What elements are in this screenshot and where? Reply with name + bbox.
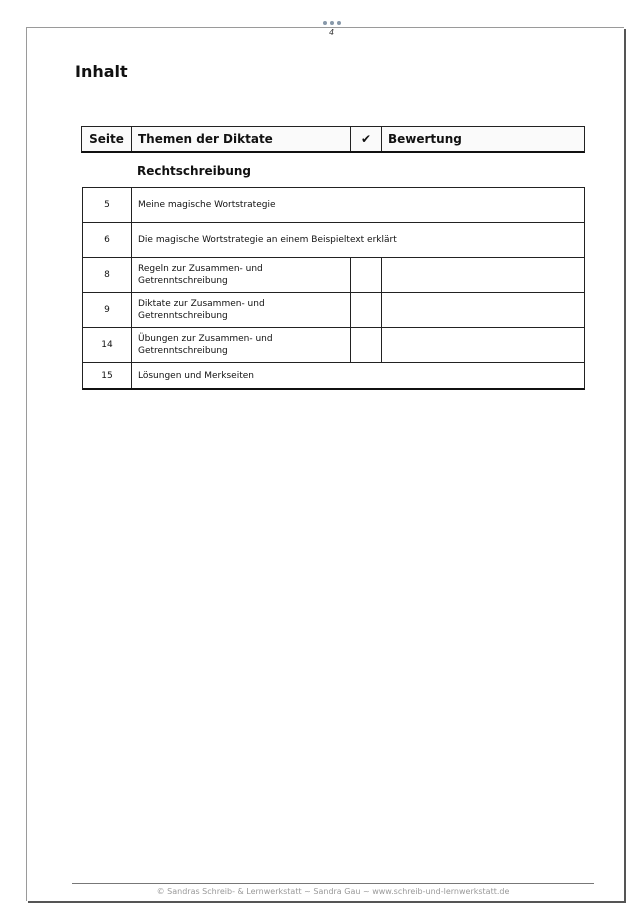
row-topic: Übungen zur Zusammen- und Getrenntschreibung (132, 328, 351, 362)
table-row (83, 223, 584, 258)
row-page: 15 (83, 363, 132, 388)
row-checkbox[interactable] (351, 328, 382, 362)
row-page: 8 (83, 258, 132, 292)
row-topic: Diktate zur Zusammen- und Getrenntschreibung (132, 293, 351, 327)
row-rating[interactable] (382, 328, 584, 362)
page-title: Inhalt (75, 62, 128, 81)
document-page (26, 27, 624, 901)
row-topic: Regeln zur Zusammen- und Getrenntschreibung (132, 258, 351, 292)
row-page: 6 (83, 223, 132, 257)
contents-table (82, 187, 585, 390)
section-title: Rechtschreibung (137, 164, 252, 178)
table-row (83, 258, 584, 293)
table-row (83, 363, 584, 388)
checkmark-icon: ✔ (351, 127, 382, 151)
page-indicator-dots (323, 21, 341, 25)
table-row (83, 188, 584, 223)
table-row (83, 293, 584, 328)
row-page: 9 (83, 293, 132, 327)
footer-divider (72, 883, 594, 884)
row-topic: Die magische Wortstrategie an einem Beispieltext erklärt (138, 235, 397, 245)
row-topic: Meine magische Wortstrategie (138, 200, 276, 210)
row-checkbox[interactable] (351, 293, 382, 327)
row-rating[interactable] (382, 258, 584, 292)
row-page: 14 (83, 328, 132, 362)
header-seite: Seite (82, 127, 132, 151)
footer-text: © Sandras Schreib- & Lernwerkstatt ~ Sandra Gau ~ www.schreib-und-lernwerkstatt.de (156, 887, 510, 896)
table-header (81, 126, 585, 153)
row-topic: Lösungen und Merkseiten (138, 370, 254, 381)
header-bewertung: Bewertung (388, 132, 462, 146)
row-checkbox[interactable] (351, 258, 382, 292)
page-number: 4 (329, 28, 335, 37)
header-themen: Themen der Diktate (132, 127, 351, 151)
row-rating[interactable] (382, 293, 584, 327)
table-row (83, 328, 584, 363)
row-page: 5 (83, 188, 132, 222)
